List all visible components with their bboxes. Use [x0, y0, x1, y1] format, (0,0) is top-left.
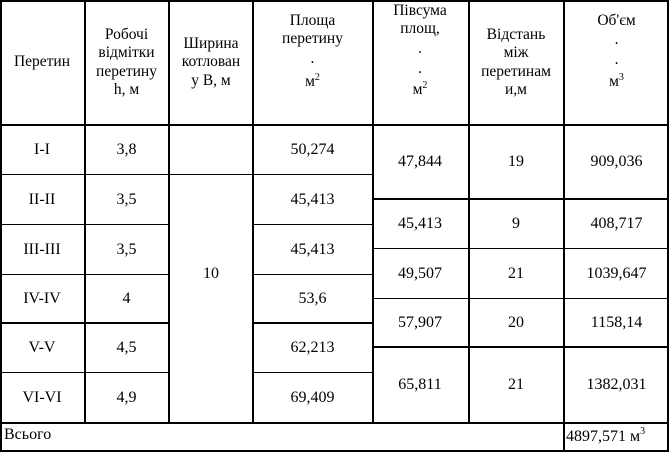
row-height: 4,5 [116, 338, 137, 356]
row-section: I-I [34, 140, 50, 158]
interval-divider [372, 298, 669, 299]
row-divider [253, 224, 372, 225]
column-divider [84, 0, 86, 423]
total-volume-value: 4897,571 м [566, 428, 641, 446]
row-height: 3,8 [116, 140, 137, 158]
volume-unit-exponent: 3 [618, 71, 624, 83]
interval-divider [372, 198, 669, 200]
header-distance-line: між [503, 44, 529, 62]
header-section-label: Перетин [13, 53, 71, 71]
column-divider [252, 0, 254, 423]
header-area-unit [305, 73, 320, 91]
column-divider [468, 0, 470, 423]
area-unit-exponent: 2 [314, 71, 320, 83]
interval-distance: 21 [508, 264, 524, 282]
interval-divider [372, 248, 669, 249]
header-volume-line: Об'єм [597, 12, 636, 29]
interval-halfsum: 49,507 [398, 264, 442, 282]
row-section: IV-IV [23, 289, 61, 307]
row-height: 4 [122, 289, 131, 307]
row-height: 4,9 [116, 388, 137, 406]
row-divider [0, 174, 372, 175]
row-area: 45,413 [290, 240, 335, 258]
interval-volume: 1158,14 [590, 313, 643, 331]
header-height-line: Робочі [104, 25, 149, 43]
row-area: 53,6 [298, 289, 327, 307]
row-section: V-V [28, 338, 56, 356]
header-area-line: перетину [282, 30, 343, 48]
header-distance-line: и,м [505, 80, 527, 98]
row-area: 50,274 [290, 140, 335, 158]
header-working-height [84, 0, 169, 125]
totals-top-border [0, 422, 669, 424]
header-pit-width [169, 0, 253, 125]
header-volume-line: . [614, 31, 619, 49]
interval-volume: 909,036 [590, 152, 643, 170]
row-area: 62,213 [290, 338, 335, 356]
interval-distance: 21 [508, 375, 524, 393]
interval-distance: 19 [508, 152, 524, 170]
header-halfsum-line: Півсума [393, 2, 447, 19]
row-area: 69,409 [290, 388, 335, 406]
header-volume-unit [609, 73, 624, 91]
header-height-line: перетину [96, 62, 157, 80]
row-height: 3,5 [116, 190, 137, 208]
header-distance-line: перетинам [481, 62, 551, 80]
row-section: VI-VI [22, 388, 62, 406]
total-volume [564, 423, 669, 452]
header-height-line: відмітки [98, 44, 155, 62]
header-halfsum-line: . [418, 59, 422, 77]
interval-halfsum: 57,907 [398, 313, 442, 331]
header-bottom-border [0, 124, 669, 126]
interval-volume: 408,717 [590, 214, 643, 232]
interval-distance: 9 [512, 214, 520, 232]
total-label: Всього [4, 426, 52, 443]
row-divider [253, 274, 372, 275]
row-section: III-III [23, 240, 61, 258]
column-divider [372, 0, 374, 423]
column-divider [168, 0, 170, 423]
row-height: 3,5 [116, 240, 137, 258]
row-divider [253, 322, 372, 324]
interval-distance: 20 [508, 313, 524, 331]
area-unit-base: м [305, 72, 315, 90]
table-border-top [0, 0, 669, 2]
interval-volume: 1382,031 [586, 375, 647, 393]
interval-halfsum: 65,811 [398, 375, 442, 393]
header-width-line: Ширина [183, 35, 239, 53]
header-width-line: у B, м [191, 71, 231, 89]
row-section: II-II [28, 190, 56, 208]
header-section [0, 0, 84, 125]
interval-divider [372, 346, 669, 348]
header-distance-line: Відстань [486, 25, 546, 43]
table-border-left [0, 0, 2, 452]
volume-unit-base: м [609, 72, 619, 90]
halfsum-unit-base: м [412, 80, 423, 98]
header-volume [564, 0, 669, 125]
row-divider [253, 372, 372, 373]
header-section-area [253, 0, 372, 125]
header-area-line: Площа [289, 12, 336, 29]
header-halfsum-line: площ, [400, 20, 440, 38]
total-volume-exponent: 3 [640, 425, 646, 437]
interval-volume: 1039,647 [586, 264, 647, 282]
header-volume-line: . [614, 51, 619, 69]
header-halfsum-unit [413, 81, 428, 99]
column-divider [563, 0, 565, 452]
header-width-line: котлован [181, 53, 241, 71]
header-half-sum-area [372, 0, 468, 125]
halfsum-unit-exponent: 2 [422, 79, 428, 91]
interval-halfsum: 47,844 [398, 152, 442, 170]
pit-width-value: 10 [203, 264, 219, 282]
interval-halfsum: 45,413 [398, 214, 442, 232]
header-distance [468, 0, 564, 125]
header-height-line: h, м [113, 80, 140, 98]
header-halfsum-line: . [418, 39, 422, 57]
row-area: 45,413 [290, 190, 335, 208]
header-area-line: . [310, 49, 315, 67]
